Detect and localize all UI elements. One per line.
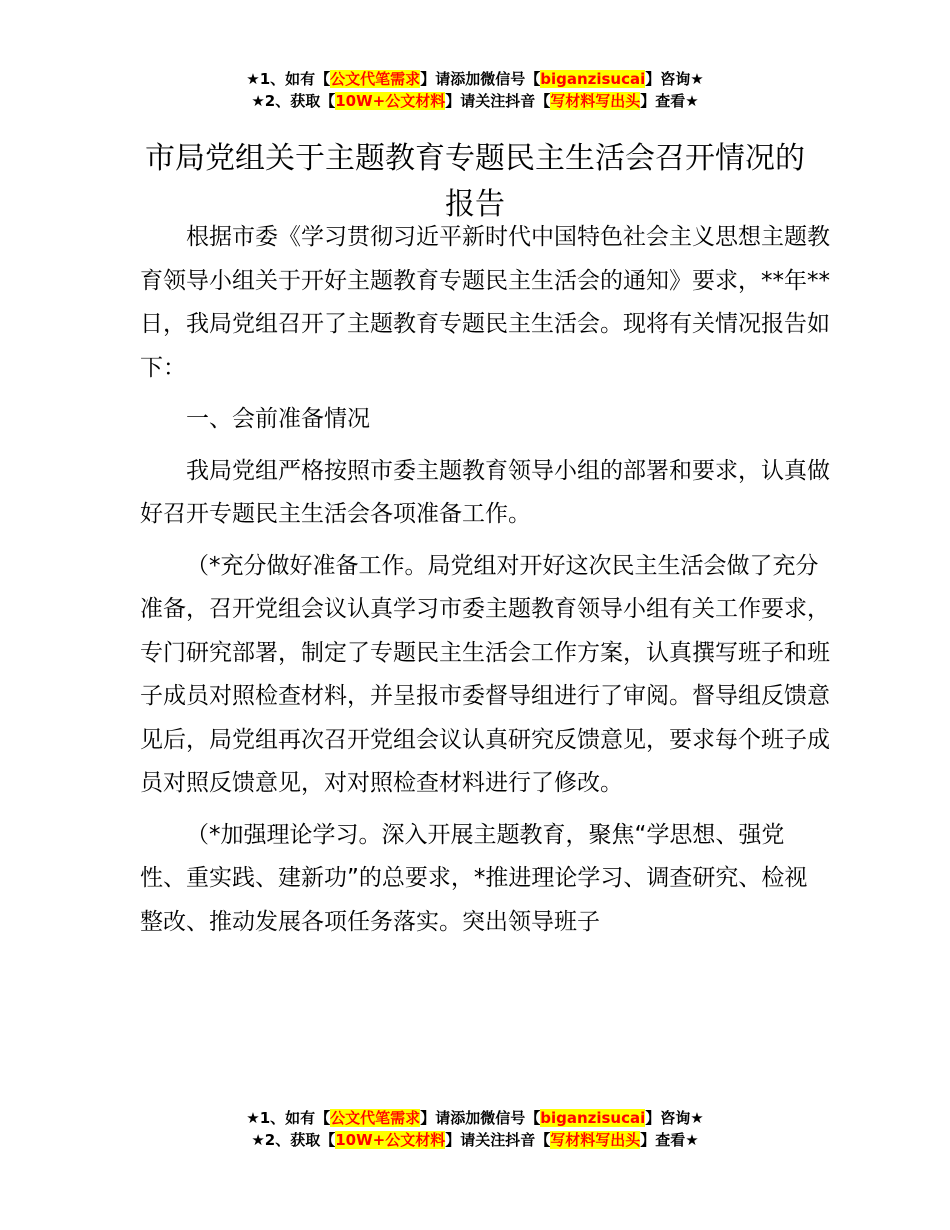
banner-line-2: [0, 90, 950, 112]
banner-highlight: 公文代笔需求: [330, 1109, 421, 1127]
banner-text: ★1、如有【: [246, 70, 331, 88]
banner-text: 】查看★: [640, 1131, 699, 1149]
banner-line-1: [0, 68, 950, 90]
banner-text: ★2、获取【: [251, 92, 336, 110]
banner-line-1: [0, 1107, 950, 1129]
header-banner: [0, 68, 950, 112]
banner-text: 】请添加微信号【: [420, 1109, 541, 1127]
banner-text: 】请关注抖音【: [445, 92, 551, 110]
banner-highlight-douyin: 写材料写出头: [550, 1131, 641, 1149]
paragraph-intro: 根据市委《学习贯彻习近平新时代中国特色社会主义思想主题教育领导小组关于开好主题教育专题民主生活会的通知》要求，**年**日，我局党组召开了主题教育专题民主生活会。现将有关情况报告如下：: [140, 224, 830, 381]
paragraph: （*加强理论学习。深入开展主题教育，聚焦“学思想、强党性、重实践、建新功”的总要求，*推进理论学习、调查研究、检视整改、推动发展各项任务落实。突出领导班子: [140, 821, 808, 935]
banner-highlight: 公文代笔需求: [330, 70, 421, 88]
paragraph: （*充分做好准备工作。局党组对开好这次民主生活会做了充分准备，召开党组会议认真学习市委主题教育领导小组有关工作要求，专门研究部署，制定了专题民主生活会工作方案，认真撰写班子和班子成员对照检查材料，并呈报市委督导组进行了审阅。督导组反馈意见后，局党组再次召开党组会议认真研究反馈意见，要求每个班子成员对照反馈意见，对对照检查材料进行了修改。: [140, 552, 830, 796]
banner-text: ★2、获取【: [251, 1131, 336, 1149]
banner-text: 】查看★: [640, 92, 699, 110]
banner-text: 】咨询★: [645, 70, 704, 88]
section-heading: 一、会前准备情况: [186, 406, 370, 432]
banner-text: 】咨询★: [645, 1109, 704, 1127]
banner-highlight: 10W+公文材料: [335, 1131, 446, 1149]
footer-banner: [0, 1107, 950, 1151]
banner-text: 】请添加微信号【: [420, 70, 541, 88]
banner-text: ★1、如有【: [246, 1109, 331, 1127]
banner-line-2: [0, 1129, 950, 1151]
document-title: 市局党组关于主题教育专题民主生活会召开情况的报告: [145, 141, 805, 223]
banner-highlight-wechat-id: biganzisucai: [540, 70, 646, 88]
banner-highlight-wechat-id: biganzisucai: [540, 1109, 646, 1127]
banner-highlight-douyin: 写材料写出头: [550, 92, 641, 110]
document-body: [140, 216, 830, 952]
banner-highlight: 10W+公文材料: [335, 92, 446, 110]
paragraph: 我局党组严格按照市委主题教育领导小组的部署和要求，认真做好召开专题民主生活会各项准备工作。: [140, 457, 830, 527]
banner-text: 】请关注抖音【: [445, 1131, 551, 1149]
